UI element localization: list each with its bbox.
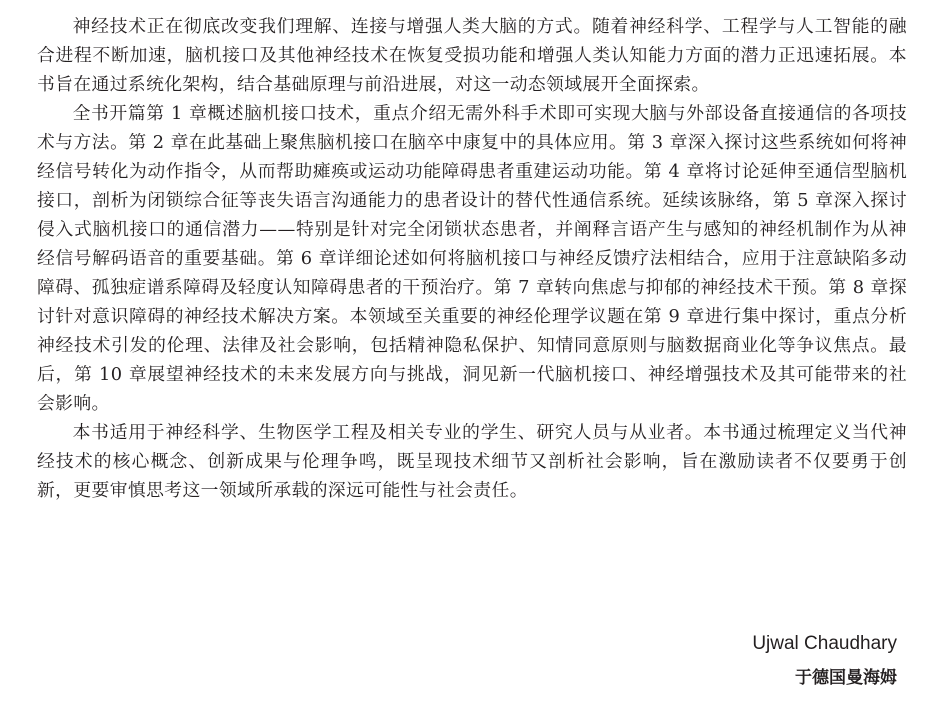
author-name: Ujwal Chaudhary (752, 633, 897, 654)
signature-block (752, 631, 897, 691)
signature-location: 于德国曼海姆 (795, 668, 897, 688)
preface-body (37, 12, 907, 505)
paragraph-chapter-overview: 全书开篇第 1 章概述脑机接口技术，重点介绍无需外科手术即可实现大脑与外部设备直接通信的各项技术与方法。第 2 章在此基础上聚焦脑机接口在脑卒中康复中的具体应用。第 3 章深入探讨这些系统如何将神经信号转化为动作指令，从而帮助瘫痪或运动功能障碍患者重建运动功能。第 4 章将讨论延伸至通信型脑机接口，剖析为闭锁综合征等丧失语言沟通能力的患者设计的替代性通信系统。延续该脉络，第 5 章深入探讨侵入式脑机接口的通信潜力——特别是针对完全闭锁状态患者，并阐释言语产生与感知的神经机制作为从神经信号解码语音的重要基础。第 6 章详细论述如何将脑机接口与神经反馈疗法相结合，应用于注意缺陷多动障碍、孤独症谱系障碍及轻度认知障碍患者的干预治疗。第 7 章转向焦虑与抑郁的神经技术干预。第 8 章探讨针对意识障碍的神经技术解决方案。本领域至关重要的神经伦理学议题在第 9 章进行集中探讨，重点分析神经技术引发的伦理、法律及社会影响，包括精神隐私保护、知情同意原则与脑数据商业化等争议焦点。最后，第 10 章展望神经技术的未来发展方向与挑战，洞见新一代脑机接口、神经增强技术及其可能带来的社会影响。 (37, 103, 907, 414)
paragraph-intro: 神经技术正在彻底改变我们理解、连接与增强人类大脑的方式。随着神经科学、工程学与人工智能的融合进程不断加速，脑机接口及其他神经技术在恢复受损功能和增强人类认知能力方面的潜力正迅速拓展。本书旨在通过系统化架构，结合基础原理与前沿进展，对这一动态领域展开全面探索。 (37, 16, 907, 95)
paragraph-audience: 本书适用于神经科学、生物医学工程及相关专业的学生、研究人员与从业者。本书通过梳理定义当代神经技术的核心概念、创新成果与伦理争鸣，既呈现技术细节又剖析社会影响，旨在激励读者不仅要勇于创新，更要审慎思考这一领域所承载的深远可能性与社会责任。 (37, 422, 907, 501)
